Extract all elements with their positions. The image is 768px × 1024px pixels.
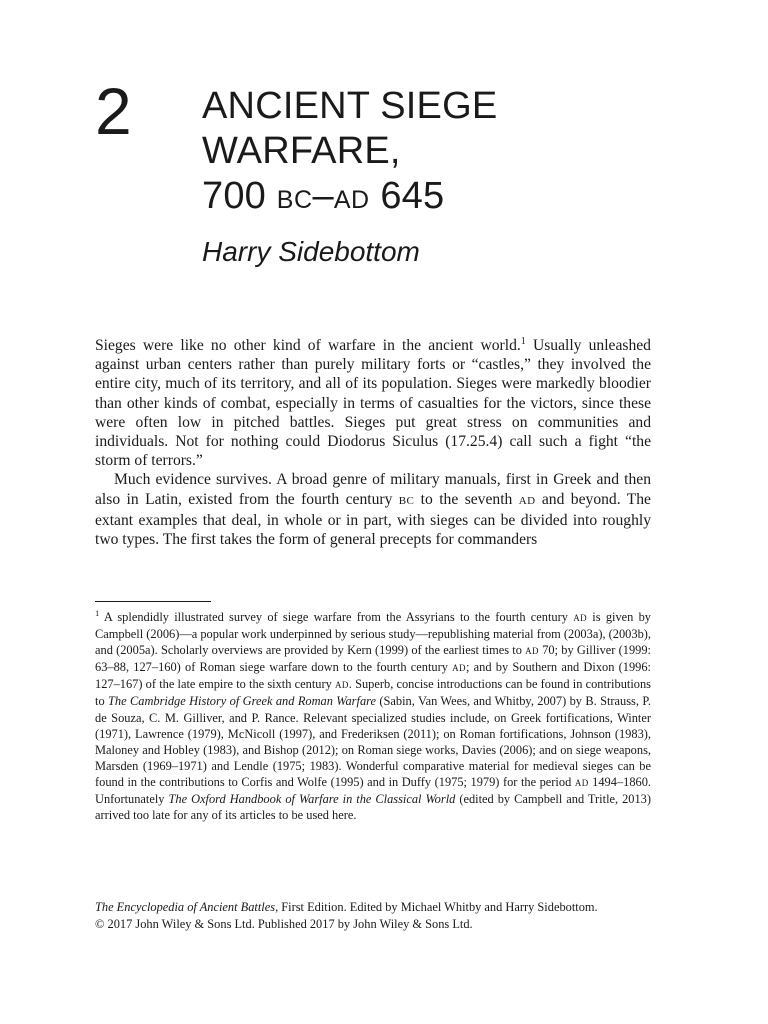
footnote-text-4: ; and by Southern and Dixon (1996: 127–167) of the late empire to the sixth century (95, 660, 651, 692)
paragraph-1-text-b: Usually unleashed against urban centers rather than purely military forts or “castles,” they involved the entire city, much of its territory, and all of its population. Sieges were markedly bloodier than other kinds of combat, especially in terms of casualties for the victors, since these were often low in pitched battles. Sieges put great stress on communities and individuals. Not for nothing could Diodorus Siculus (17.25.4) call such a fight “the storm of terrors.” (95, 337, 651, 470)
footnote-divider (95, 601, 211, 602)
chapter-title (202, 84, 497, 223)
chapter-title-line-1: ANCIENT SIEGE (202, 85, 498, 127)
chapter-author: Harry Sidebottom (202, 236, 420, 267)
footnote-ref-1[interactable]: 1 (520, 335, 526, 347)
paragraph-2-text-c: and beyond. The extant examples that deal, in whole or in part, with sieges can be divided into roughly two types. The first takes the form of general precepts for commanders (95, 490, 651, 549)
footnote-1 (95, 609, 651, 823)
title-end-year: 645 (369, 175, 445, 217)
title-start-year: 700 (202, 175, 277, 217)
paragraph-2 (95, 470, 651, 549)
book-title-cambridge: The Cambridge History of Greek and Roman Warfare (108, 694, 377, 709)
era-ad: AD (573, 613, 588, 623)
footnote-text-3: 70; by Gilliver (1999: 63–88, 127–160) of Roman siege warfare down to the fourth century (95, 643, 651, 675)
era-bc: BC (398, 494, 415, 507)
footnote-text-7: 1494–1860. Unfortunately (95, 774, 652, 807)
book-title-oxford: The Oxford Handbook of Warfare in the Classical World (168, 792, 456, 807)
paragraph-2-text-a: Much evidence survives. A broad genre of military manuals, first in Greek and then also in Latin, existed from the fourth century (95, 471, 651, 508)
chapter-number: 2 (95, 74, 132, 148)
era-ad: AD (574, 777, 589, 788)
body-text (95, 336, 651, 549)
credits-book-title: The Encyclopedia of Ancient Battles (95, 900, 276, 914)
publication-credits (95, 899, 655, 933)
era-ad: AD (452, 663, 466, 674)
title-dash: – (312, 175, 334, 217)
paragraph-1 (95, 336, 651, 470)
footnote-text-8: (edited by Campbell and Tritle, 2013) arrived too late for any of its articles to be used here. (95, 792, 651, 823)
footnote-text-5: . Superb, concise introductions can be found in contributions to (95, 677, 651, 709)
title-era-bc: BC (276, 186, 313, 214)
credits-line-2: © 2017 John Wiley & Sons Ltd. Published 2017 by John Wiley & Sons Ltd. (95, 917, 473, 931)
footnote-text-1: A splendidly illustrated survey of siege warfare from the Assyrians to the fourth century (99, 610, 574, 624)
paragraph-2-text-b: to the seventh (414, 490, 519, 508)
footnote-marker: 1 (95, 607, 100, 618)
chapter-title-line-2: WARFARE, (202, 130, 401, 172)
era-ad: AD (525, 646, 539, 657)
era-ad: AD (334, 680, 349, 691)
credits-editors: , First Edition. Edited by Michael Whitby and Harry Sidebottom. (275, 900, 598, 914)
chapter-title-line-3 (202, 174, 497, 223)
footnote-text-6: (Sabin, Van Wees, and Whitby, 2007) by B. Strauss, P. de Souza, C. M. Gilliver, and P. Rance. Relevant specialized studies include, on Greek fortifications, Winter (1971), Lawrence (1979), McNicoll (1997), and Frederiksen (2011); on Roman fortifications, Johnson (1983), Maloney and Hobley (1983), and Bishop (2012); on Roman siege works, Davies (2006); and on siege weapons, Marsden (1969–1971) and Lendle (1975; 1983). Wonderful comparative material for medieval sieges can be found in the contributions to Corfis and Wolfe (1995) and in Duffy (1975; 1979) for the period (95, 694, 651, 789)
title-era-ad: AD (333, 186, 370, 214)
credits-line-1 (95, 899, 655, 916)
era-ad: AD (518, 494, 536, 507)
paragraph-1-text-a: Sieges were like no other kind of warfare in the ancient world. (95, 337, 521, 354)
footnote-1-text (95, 609, 651, 823)
footnote-text-2: is given by Campbell (2006)—a popular work underpinned by serious study—republishing material from (2003a), (2003b), and (2005a). Scholarly overviews are provided by Kern (1999) of the earliest times to (95, 610, 652, 658)
